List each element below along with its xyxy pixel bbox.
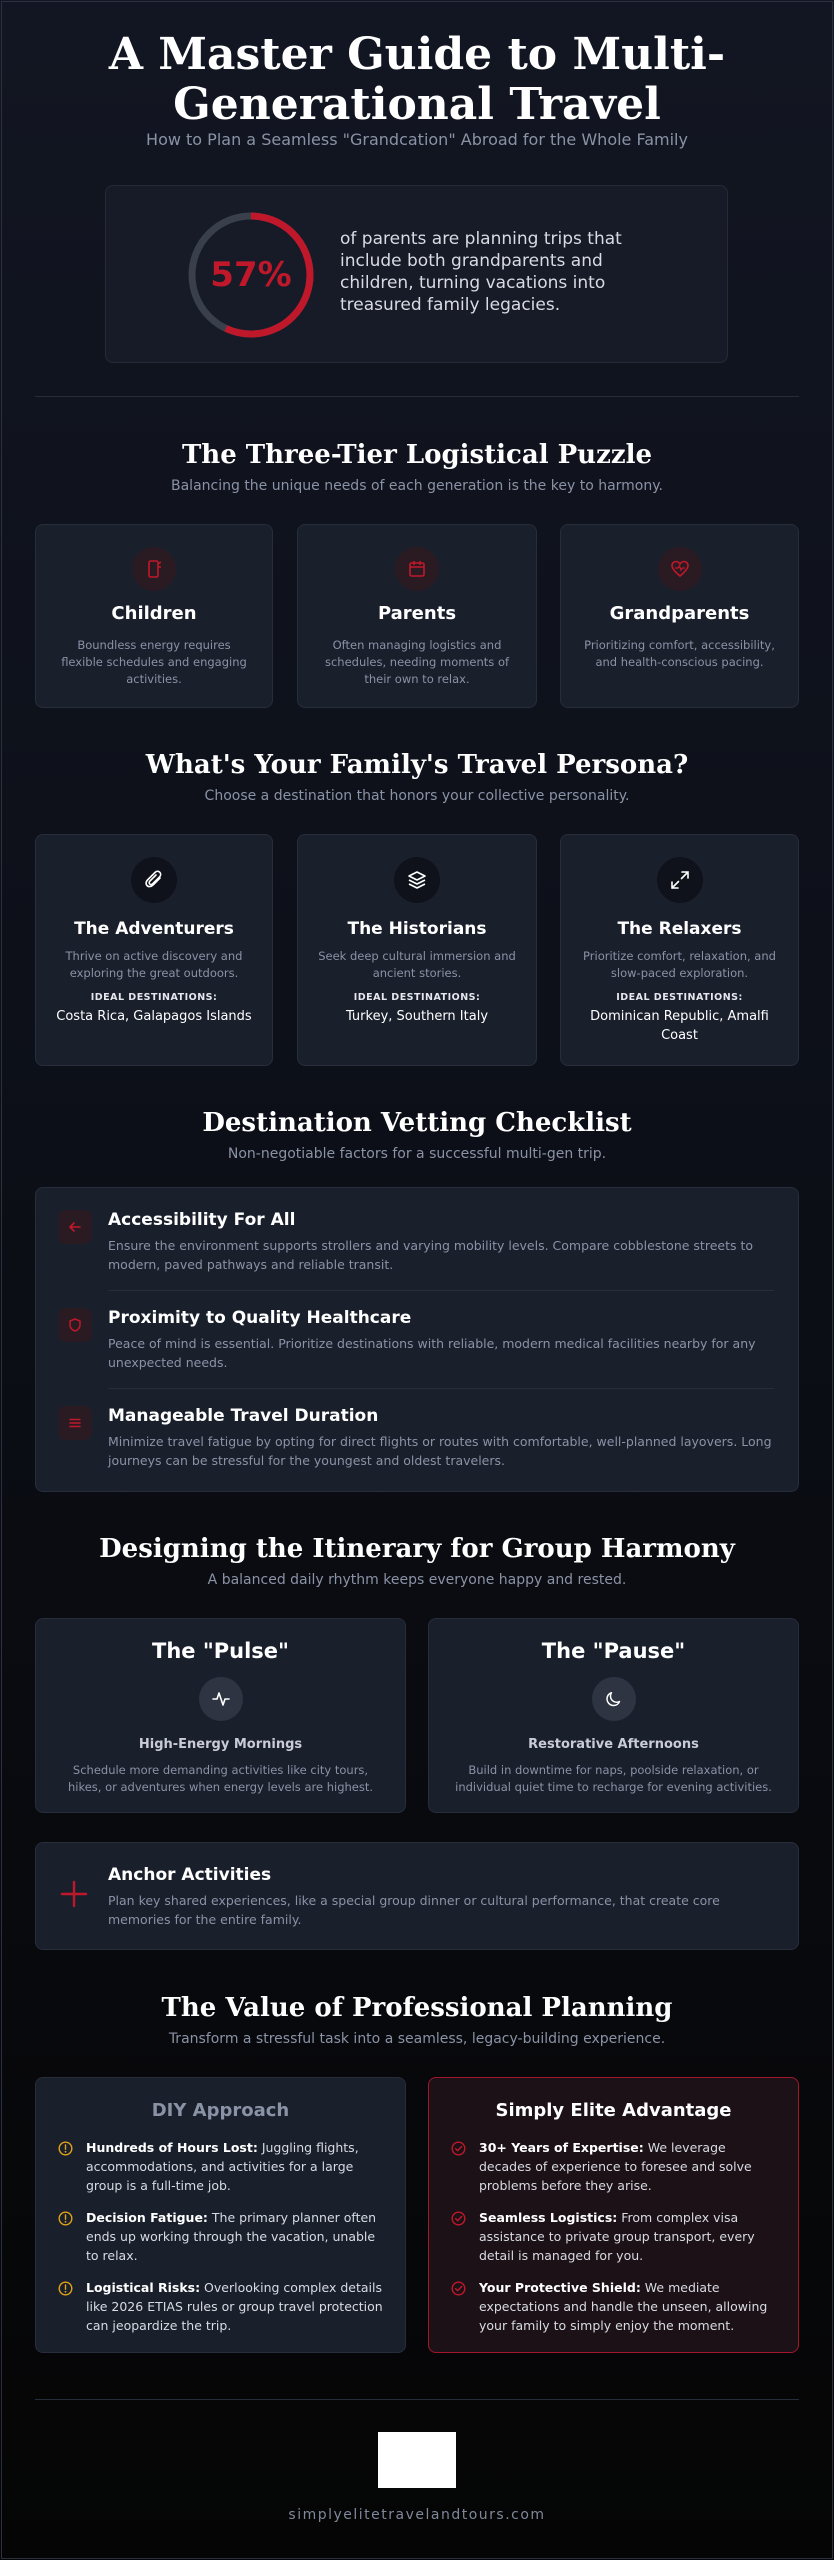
elite-item xyxy=(451,2208,776,2265)
stat-card xyxy=(105,185,728,363)
pulse-title: The "Pulse" xyxy=(152,1639,289,1663)
value-title: The Value of Professional Planning xyxy=(161,1993,673,2023)
persona-name: The Relaxers xyxy=(617,919,742,939)
diy-item xyxy=(58,2138,383,2195)
checklist-separator xyxy=(108,1290,774,1291)
tier-description: Prioritizing comfort, accessibility, and health-conscious pacing. xyxy=(584,638,775,669)
elite-list xyxy=(451,2138,776,2348)
diy-item xyxy=(58,2208,383,2265)
checklist-item-description: Minimize travel fatigue by opting for direct flights or routes with comfortable, well-planned layovers. Long journeys can be stressful for the youngest and oldest travelers. xyxy=(108,1434,772,1468)
elite-item-heading: 30+ Years of Expertise: xyxy=(479,2140,644,2155)
elite-item-heading: Your Protective Shield: xyxy=(479,2280,641,2295)
persona-card-adventurers xyxy=(35,834,273,1066)
warning-circle-icon xyxy=(58,2211,73,2226)
persona-description: Seek deep cultural immersion and ancient stories. xyxy=(318,949,516,980)
checklist-item-description: Ensure the environment supports strollers and varying mobility levels. Compare cobblestone streets to modern, paved pathways and reliable transit. xyxy=(108,1238,754,1272)
personas-subtitle: Choose a destination that honors your collective personality. xyxy=(204,788,630,804)
check-circle-icon xyxy=(451,2211,466,2226)
ideal-destinations-label: IDEAL DESTINATIONS: xyxy=(616,992,743,1003)
tier-card-grandparents xyxy=(560,524,799,708)
calendar-icon xyxy=(395,547,439,591)
activity-icon xyxy=(199,1677,243,1721)
tier-card-children xyxy=(35,524,273,708)
section-divider xyxy=(35,396,799,397)
diy-item-heading: Decision Fatigue: xyxy=(86,2210,208,2225)
diy-item-heading: Hundreds of Hours Lost: xyxy=(86,2140,258,2155)
checklist-card xyxy=(35,1187,799,1492)
layers-icon xyxy=(394,857,440,903)
pause-card xyxy=(428,1618,799,1813)
persona-destinations: Dominican Republic, Amalfi Coast xyxy=(590,1009,769,1043)
pause-title: The "Pause" xyxy=(541,1639,686,1663)
checklist-separator xyxy=(108,1388,774,1389)
checklist-title: Destination Vetting Checklist xyxy=(202,1108,632,1138)
diy-item-heading: Logistical Risks: xyxy=(86,2280,201,2295)
stat-value: 57% xyxy=(210,255,292,295)
diy-item xyxy=(58,2278,383,2335)
moon-icon xyxy=(592,1677,636,1721)
value-subtitle: Transform a stressful task into a seamless, legacy-building experience. xyxy=(168,2031,666,2047)
heart-pulse-icon xyxy=(658,547,702,591)
diy-item-text: The primary planner often ends up working through the vacation, unable to relax. xyxy=(86,2210,377,2263)
pulse-description: Schedule more demanding activities like city tours, hikes, or adventures when energy levels are highest. xyxy=(67,1763,374,1794)
paperclip-icon xyxy=(131,857,177,903)
checklist-item-title: Accessibility For All xyxy=(108,1210,296,1230)
check-circle-icon xyxy=(451,2281,466,2296)
pulse-card xyxy=(35,1618,406,1813)
itinerary-title: Designing the Itinerary for Group Harmony xyxy=(99,1534,735,1564)
tier-name: Grandparents xyxy=(609,603,750,624)
shield-icon xyxy=(58,1308,92,1342)
page-title: A Master Guide to Multi-Generational Travel xyxy=(108,29,726,130)
elite-title: Simply Elite Advantage xyxy=(495,2100,732,2121)
persona-description: Thrive on active discovery and exploring the great outdoors. xyxy=(65,949,243,980)
checklist-subtitle: Non-negotiable factors for a successful multi-gen trip. xyxy=(227,1146,607,1162)
itinerary-subtitle: A balanced daily rhythm keeps everyone happy and rested. xyxy=(207,1572,627,1588)
stat-description: of parents are planning trips that include both grandparents and children, turning vacations into treasured family legacies. xyxy=(340,229,622,315)
anchor-card xyxy=(35,1842,799,1950)
persona-destinations: Turkey, Southern Italy xyxy=(345,1009,489,1024)
tiers-title: The Three-Tier Logistical Puzzle xyxy=(181,440,653,470)
anchor-title: Anchor Activities xyxy=(108,1865,272,1885)
check-circle-icon xyxy=(451,2141,466,2156)
tier-name: Parents xyxy=(377,603,457,624)
anchor-description: Plan key shared experiences, like a special group dinner or cultural performance, that create core memories for the entire family. xyxy=(108,1893,720,1927)
pause-subtitle: Restorative Afternoons xyxy=(528,1737,699,1752)
elite-item xyxy=(451,2138,776,2195)
arrow-left-icon xyxy=(58,1210,92,1244)
pulse-subtitle: High-Energy Mornings xyxy=(138,1737,303,1752)
checklist-item-title: Manageable Travel Duration xyxy=(108,1406,379,1426)
checklist-item-description: Peace of mind is essential. Prioritize destinations with reliable, modern medical facilities nearby for any unexpected needs. xyxy=(108,1336,756,1370)
tier-name: Children xyxy=(111,603,197,624)
tier-description: Boundless energy requires flexible schedules and engaging activities. xyxy=(61,638,247,686)
personas-title: What's Your Family's Travel Persona? xyxy=(145,750,689,780)
elite-item-heading: Seamless Logistics: xyxy=(479,2210,618,2225)
pause-description: Build in downtime for naps, poolside relaxation, or individual quiet time to recharge for evening activities. xyxy=(455,1763,772,1794)
ideal-destinations-label: IDEAL DESTINATIONS: xyxy=(90,992,218,1003)
persona-card-historians xyxy=(297,834,537,1066)
persona-card-relaxers xyxy=(560,834,799,1066)
checklist-item-title: Proximity to Quality Healthcare xyxy=(108,1308,412,1328)
tier-description: Often managing logistics and schedules, needing moments of their own to relax. xyxy=(324,638,510,686)
persona-destinations: Costa Rica, Galapagos Islands xyxy=(56,1009,252,1024)
elite-card xyxy=(428,2077,799,2353)
elite-item xyxy=(451,2278,776,2335)
diy-title: DIY Approach xyxy=(151,2100,290,2121)
elite-item-text: We mediate expectations and handle the unseen, allowing your family to simply enjoy the moment. xyxy=(479,2280,768,2333)
page-subtitle: How to Plan a Seamless "Grandcation" Abroad for the Whole Family xyxy=(146,130,688,149)
elite-item-text: From complex visa assistance to private group transport, every detail is managed for you. xyxy=(479,2210,755,2263)
plus-icon xyxy=(60,1880,88,1908)
footer-website-link[interactable]: simplyelitetravelandtours.com xyxy=(288,2507,546,2523)
diy-card xyxy=(35,2077,406,2353)
tiers-subtitle: Balancing the unique needs of each generation is the key to harmony. xyxy=(171,478,663,494)
persona-name: The Historians xyxy=(347,919,487,939)
footer-divider xyxy=(35,2399,799,2400)
elite-item-text: We leverage decades of experience to foresee and solve problems before they arise. xyxy=(479,2140,752,2193)
diy-item-text: Juggling flights, accommodations, and activities for a large group is a full-time job. xyxy=(86,2140,359,2193)
warning-circle-icon xyxy=(58,2281,73,2296)
persona-name: The Adventurers xyxy=(74,919,234,939)
expand-icon xyxy=(657,857,703,903)
company-logo xyxy=(378,2432,456,2488)
ideal-destinations-label: IDEAL DESTINATIONS: xyxy=(353,992,481,1003)
phone-icon xyxy=(132,547,176,591)
persona-description: Prioritize comfort, relaxation, and slow-paced exploration. xyxy=(583,949,776,980)
menu-icon xyxy=(58,1406,92,1440)
diy-item-text: Overlooking complex details like 2026 ETIAS rules or group travel protection can jeopardize the trip. xyxy=(86,2280,383,2333)
diy-list xyxy=(58,2138,383,2348)
tier-card-parents xyxy=(297,524,537,708)
warning-circle-icon xyxy=(58,2141,73,2156)
